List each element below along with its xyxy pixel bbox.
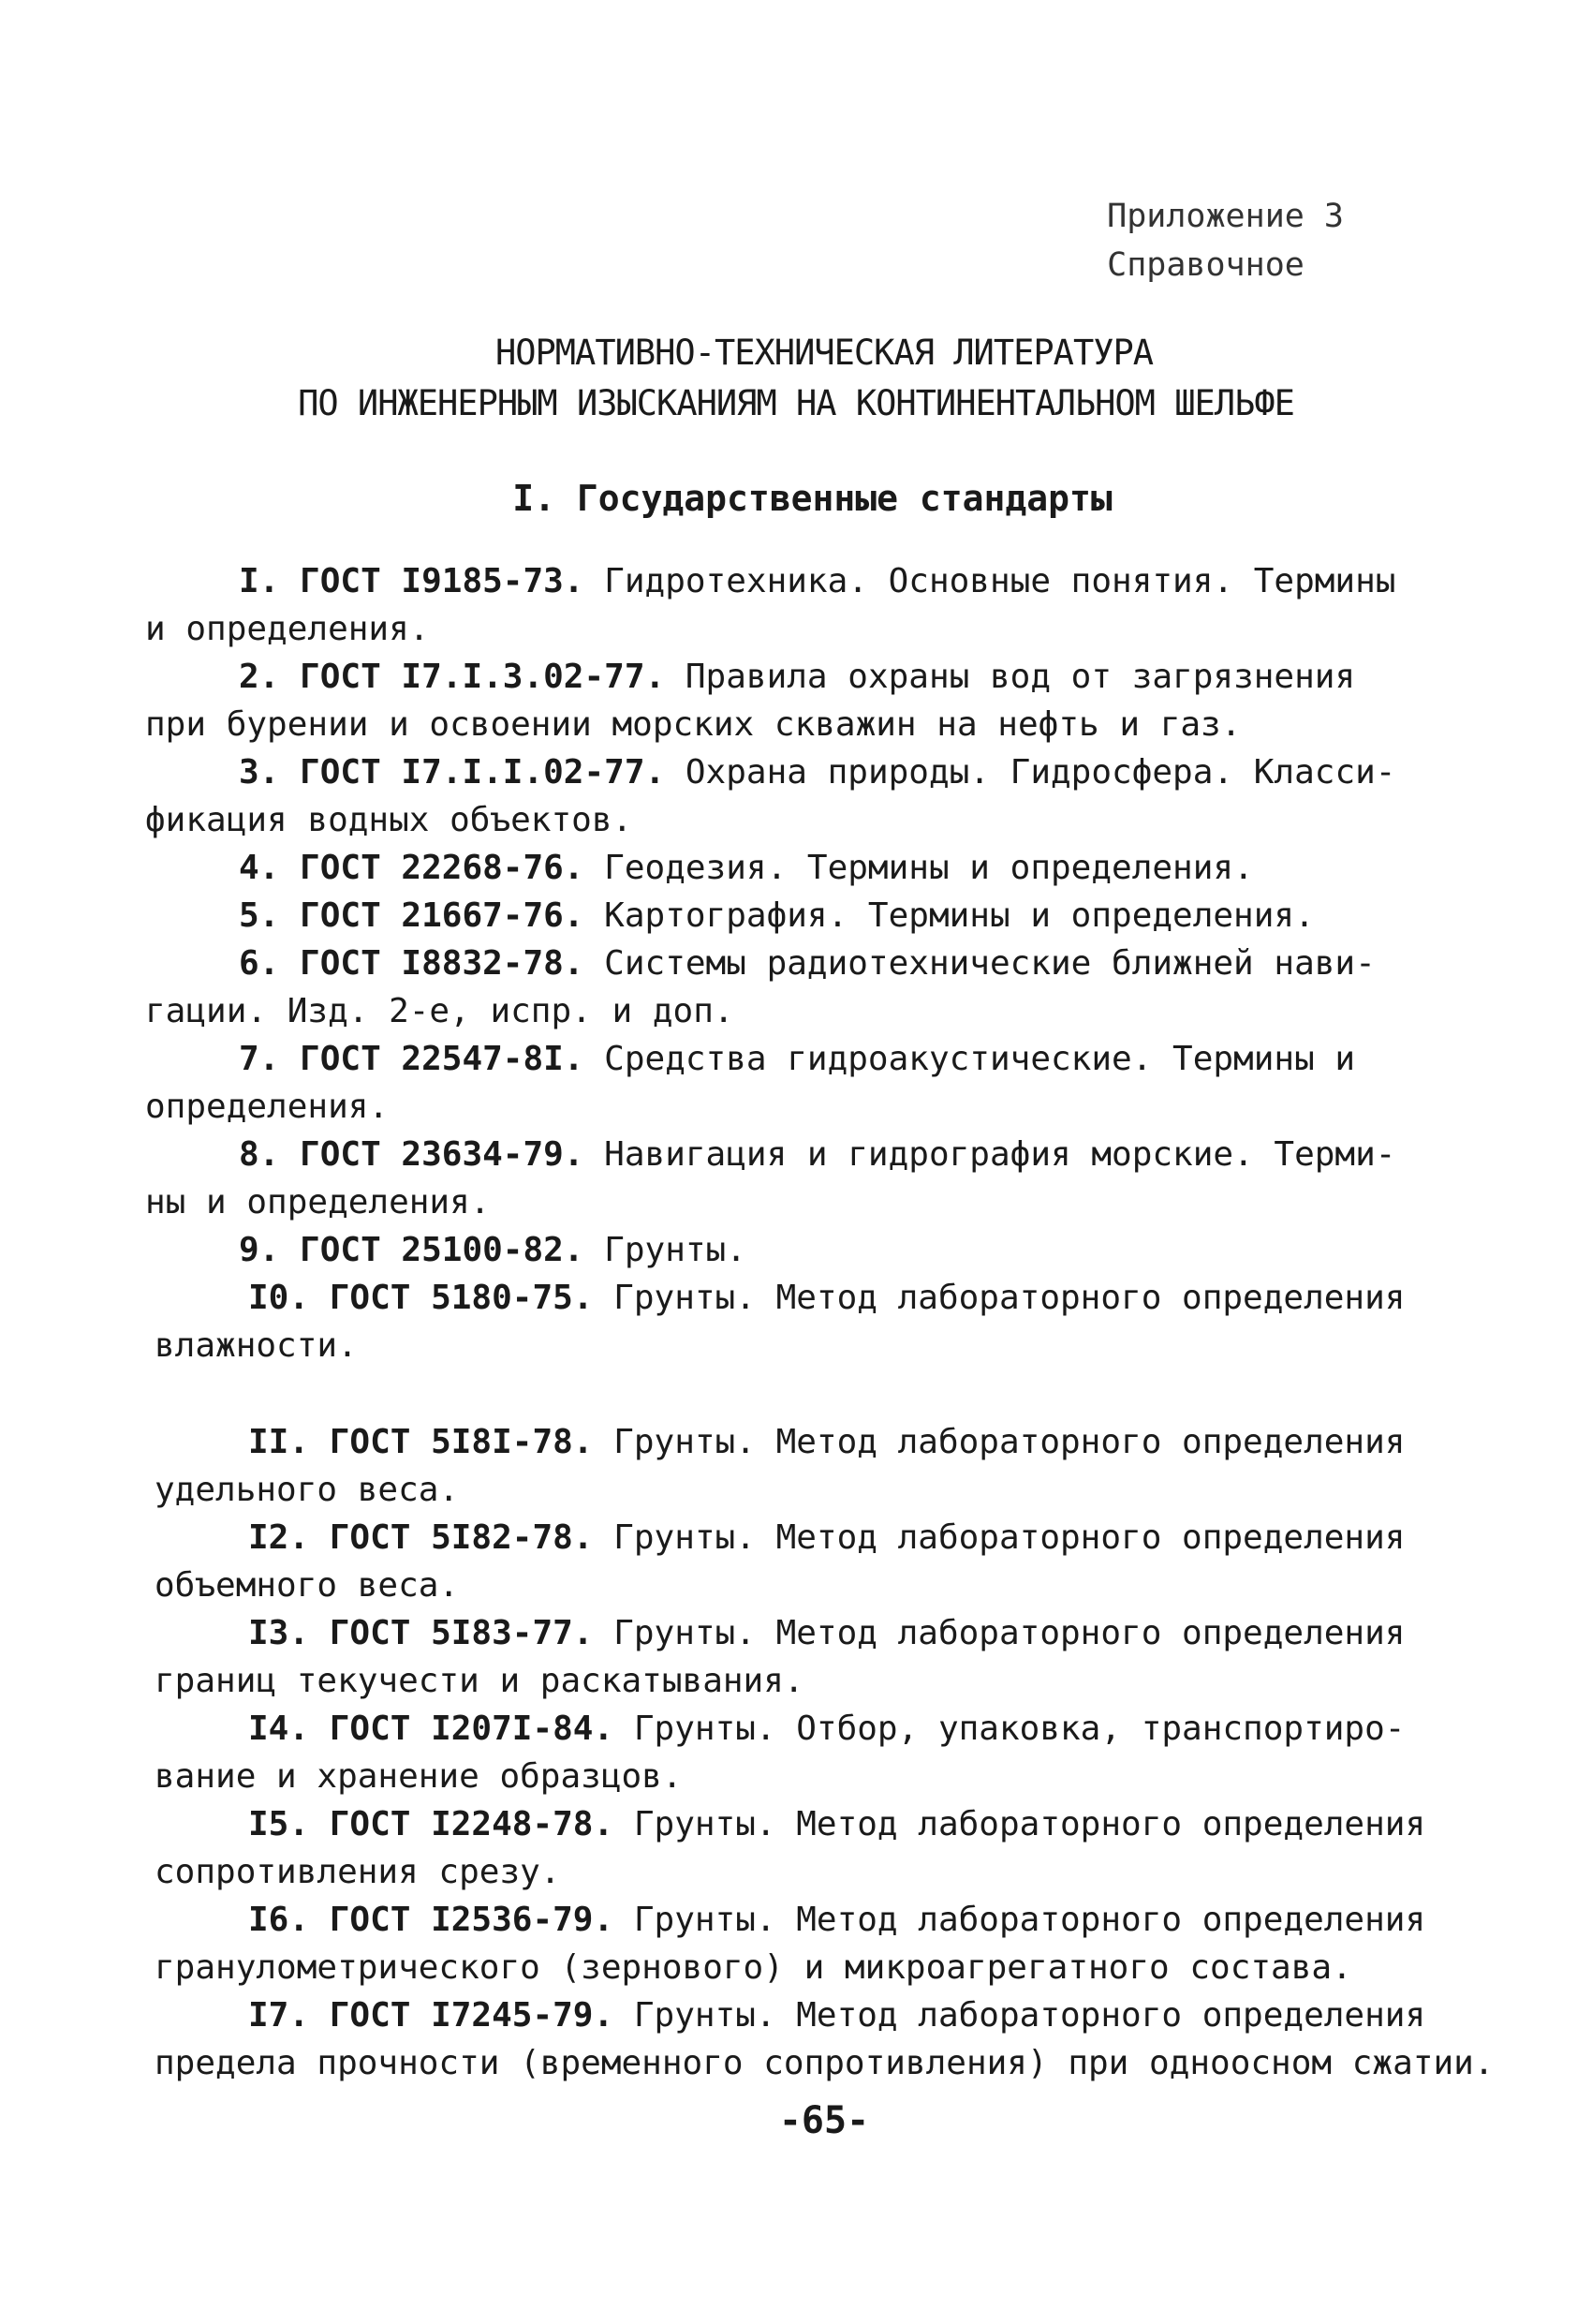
entry-continuation: вание и хранение образцов. (155, 1757, 683, 1796)
entry-first-line (145, 892, 1456, 940)
standards-list (145, 557, 1495, 2087)
entry-number: I. (239, 562, 280, 600)
standard-entry (145, 892, 1456, 940)
entry-first-line (145, 1035, 1456, 1083)
standard-entry (145, 557, 1456, 653)
standard-entry (145, 748, 1456, 844)
entry-gost-code: ГОСТ 25100-82. (300, 1231, 584, 1269)
standard-entry (145, 1274, 1456, 1369)
entry-number: I7. (248, 1996, 310, 2035)
entry-number: I5. (248, 1805, 310, 1843)
entry-text: Грунты. Метод лабораторного определения (633, 1901, 1426, 1939)
standard-entry (145, 1896, 1456, 1991)
entry-text: Системы радиотехнические ближней нави- (604, 944, 1376, 983)
entry-text: Средства гидроакустические. Термины и (604, 1040, 1356, 1078)
entry-first-line (145, 844, 1456, 892)
entry-continuation: влажности. (155, 1326, 358, 1365)
standard-entry (145, 1035, 1456, 1131)
entry-continuation: удельного веса. (155, 1471, 460, 1509)
entry-first-line (145, 653, 1456, 701)
standard-entry (145, 653, 1456, 748)
entry-text: Картография. Термины и определения. (604, 896, 1315, 935)
entry-gost-code: ГОСТ 5I83-77. (329, 1614, 594, 1652)
entry-first-line (145, 748, 1456, 796)
section-heading: I. Государственные стандарты (512, 478, 1113, 519)
annex-type: Справочное (1107, 246, 1305, 284)
entry-first-line (155, 1274, 1456, 1322)
entry-gost-code: ГОСТ I9185-73. (300, 562, 584, 600)
page-number: -65- (778, 2099, 870, 2142)
entry-text: Грунты. Метод лабораторного определения (633, 1805, 1426, 1843)
entry-text: Грунты. Метод лабораторного определения (613, 1614, 1406, 1652)
entry-text: Грунты. (604, 1231, 746, 1269)
entry-first-line (155, 1609, 1456, 1657)
entry-gost-code: ГОСТ I2248-78. (329, 1805, 614, 1843)
entry-number: I4. (248, 1710, 310, 1748)
standard-entry (145, 1226, 1456, 1274)
entry-first-line (155, 1514, 1456, 1562)
entry-continuation: определения. (145, 1088, 390, 1126)
entry-number: 9. (239, 1231, 280, 1269)
document-title (0, 328, 1592, 429)
standard-entry (145, 1514, 1456, 1609)
title-line-2: ПО ИНЖЕНЕРНЫМ ИЗЫСКАНИЯМ НА КОНТИНЕНТАЛЬНОМ ШЕЛЬФЕ (298, 383, 1294, 423)
entry-first-line (145, 557, 1456, 605)
entry-first-line (145, 940, 1456, 987)
entry-continuation: ны и определения. (145, 1183, 491, 1221)
entry-continuation: объемного веса. (155, 1566, 460, 1605)
standard-entry (145, 1609, 1456, 1705)
entry-number: 7. (239, 1040, 280, 1078)
entry-continuation: гации. Изд. 2-е, испр. и доп. (145, 992, 734, 1030)
entry-text: Грунты. Отбор, упаковка, транспортиро- (633, 1710, 1406, 1748)
entry-continuation: гранулометрического (зернового) и микроагрегатного состава. (155, 1948, 1352, 1987)
annex-label (1107, 192, 1344, 289)
entry-text: Навигация и гидрография морские. Терми- (604, 1135, 1396, 1174)
annex-number: Приложение 3 (1107, 198, 1344, 235)
entry-text: Охрана природы. Гидросфера. Класси- (685, 753, 1396, 792)
list-gap (145, 1369, 1456, 1418)
entry-text: Правила охраны вод от загрязнения (685, 658, 1356, 696)
entry-gost-code: ГОСТ 22268-76. (300, 849, 584, 887)
entry-first-line (155, 1896, 1456, 1944)
standard-entry (145, 1991, 1495, 2087)
standard-entry (145, 1418, 1456, 1514)
entry-number: 3. (239, 753, 280, 792)
entry-continuation: сопротивления срезу. (155, 1853, 561, 1891)
entry-number: 4. (239, 849, 280, 887)
entry-gost-code: ГОСТ 22547-8I. (300, 1040, 584, 1078)
entry-gost-code: ГОСТ 21667-76. (300, 896, 584, 935)
entry-gost-code: ГОСТ I8832-78. (300, 944, 584, 983)
entry-gost-code: ГОСТ 5180-75. (329, 1279, 594, 1317)
entry-text: Гидротехника. Основные понятия. Термины (604, 562, 1396, 600)
entry-text: Грунты. Метод лабораторного определения (613, 1279, 1406, 1317)
entry-first-line (155, 1991, 1456, 2039)
entry-continuation: фикация водных объектов. (145, 801, 633, 839)
entry-gost-code: ГОСТ I207I-84. (329, 1710, 614, 1748)
standard-entry (145, 1800, 1456, 1896)
entry-text: Грунты. Метод лабораторного определения (613, 1518, 1406, 1557)
entry-number: 2. (239, 658, 280, 696)
entry-continuation: границ текучести и раскатывания. (155, 1662, 804, 1700)
entry-continuation: предела прочности (временного сопротивления) при одноосном сжатии. (155, 2044, 1495, 2082)
entry-text: Геодезия. Термины и определения. (604, 849, 1254, 887)
entry-number: 6. (239, 944, 280, 983)
entry-gost-code: ГОСТ I2536-79. (329, 1901, 614, 1939)
standard-entry (145, 1131, 1456, 1226)
entry-gost-code: ГОСТ I7245-79. (329, 1996, 614, 2035)
entry-gost-code: ГОСТ I7.I.3.02-77. (300, 658, 666, 696)
title-line-1: НОРМАТИВНО-ТЕХНИЧЕСКАЯ ЛИТЕРАТУРА (494, 333, 1154, 373)
standard-entry (145, 940, 1456, 1035)
entry-gost-code: ГОСТ 5I82-78. (329, 1518, 594, 1557)
entry-continuation: при бурении и освоении морских скважин на нефть и газ. (145, 705, 1242, 744)
entry-first-line (145, 1226, 1456, 1274)
standard-entry (145, 1705, 1456, 1800)
entry-continuation: и определения. (145, 610, 430, 648)
entry-number: I2. (248, 1518, 310, 1557)
entry-first-line (155, 1800, 1456, 1848)
entry-text: Грунты. Метод лабораторного определения (633, 1996, 1426, 2035)
standard-entry (145, 844, 1456, 892)
entry-first-line (155, 1705, 1456, 1753)
entry-number: II. (248, 1423, 310, 1461)
entry-number: I0. (248, 1279, 310, 1317)
entry-gost-code: ГОСТ 5I8I-78. (329, 1423, 594, 1461)
entry-first-line (155, 1418, 1456, 1466)
entry-text: Грунты. Метод лабораторного определения (613, 1423, 1406, 1461)
entry-gost-code: ГОСТ I7.I.I.02-77. (300, 753, 666, 792)
entry-first-line (145, 1131, 1456, 1178)
entry-number: I3. (248, 1614, 310, 1652)
entry-number: I6. (248, 1901, 310, 1939)
entry-number: 8. (239, 1135, 280, 1174)
entry-number: 5. (239, 896, 280, 935)
entry-gost-code: ГОСТ 23634-79. (300, 1135, 584, 1174)
